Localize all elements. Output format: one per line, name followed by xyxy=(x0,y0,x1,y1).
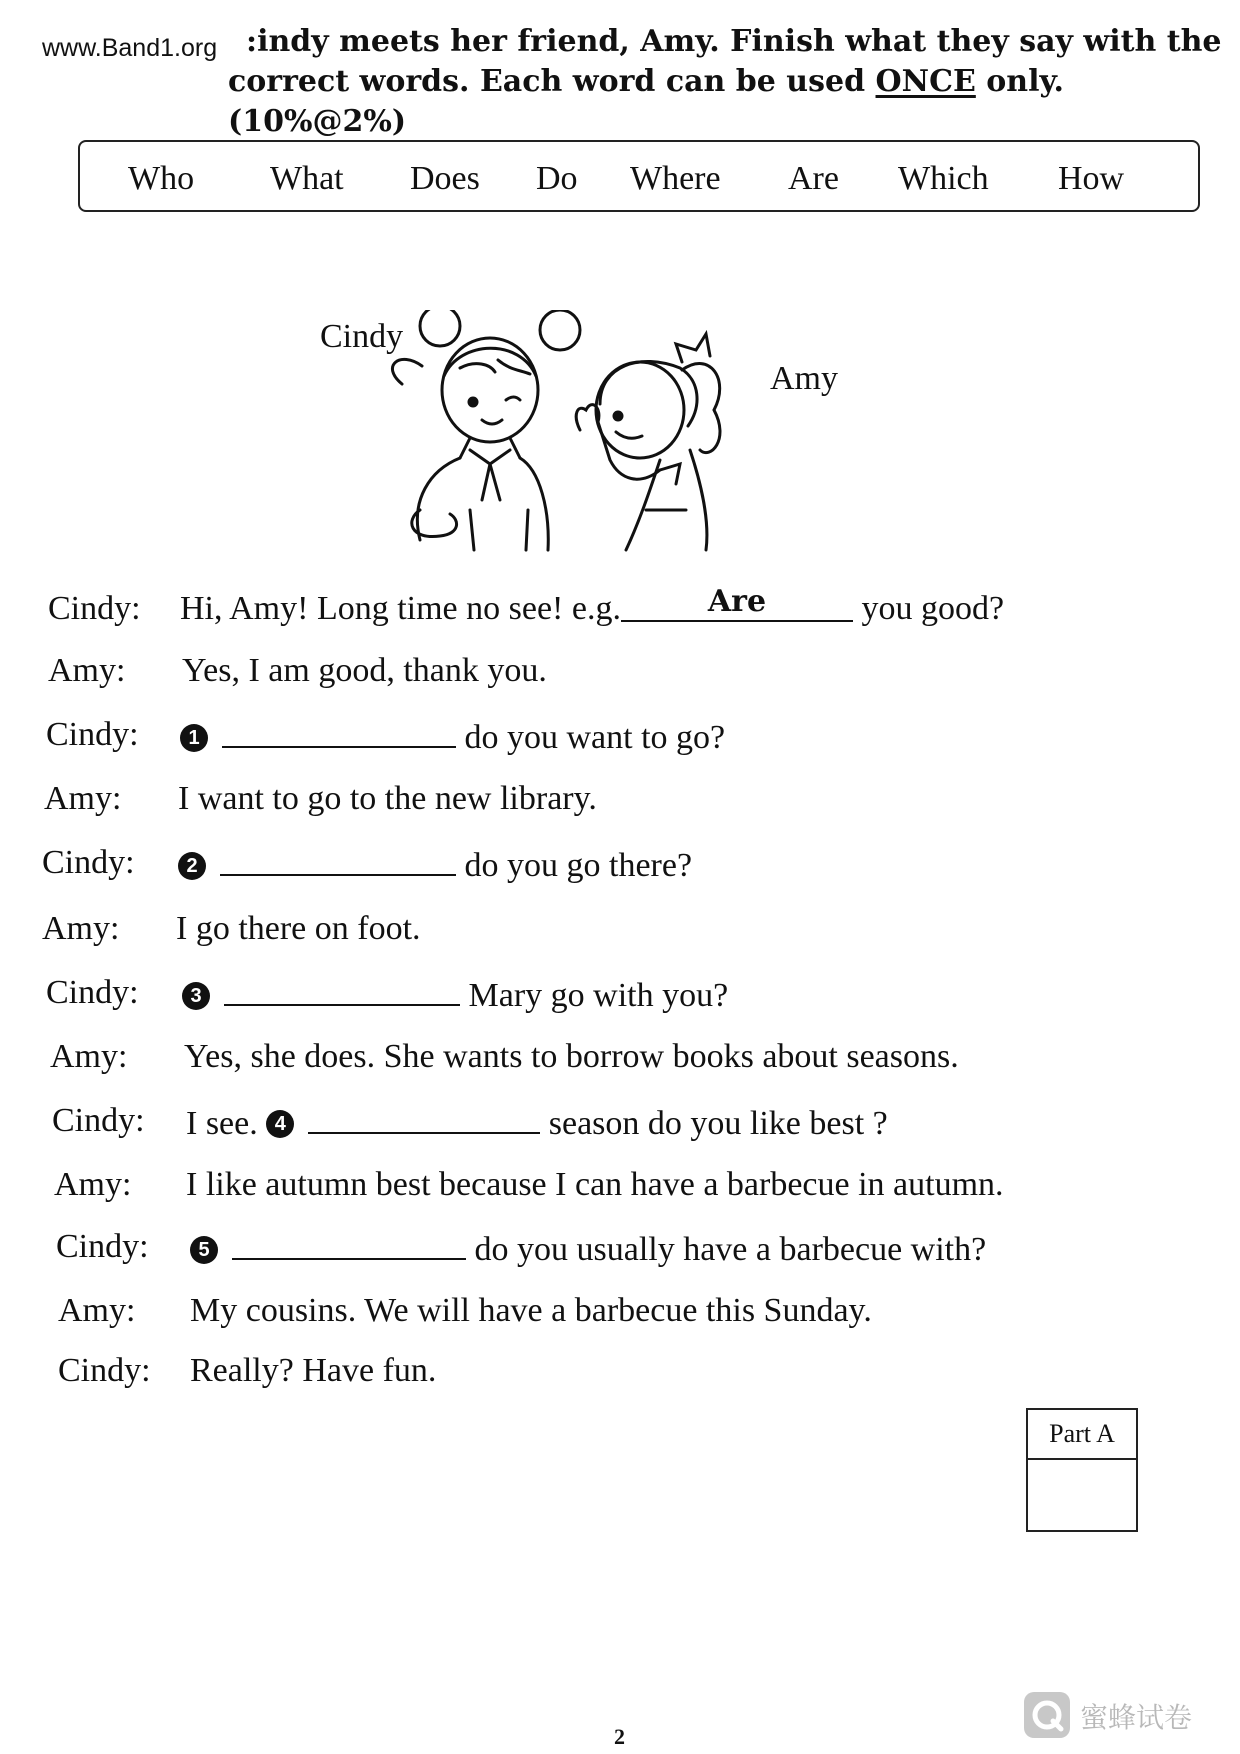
line-text: do you want to go? xyxy=(464,719,726,756)
line-text: do you go there? xyxy=(464,847,693,884)
line-text: Mary go with you? xyxy=(468,977,729,1014)
speaker-label: Amy: xyxy=(42,910,120,947)
line-text: Hi, Amy! Long time no see! e.g. xyxy=(180,590,621,627)
speaker-label: Cindy: xyxy=(52,1102,145,1139)
instruction-line-1: :indy meets her friend, Amy. Finish what they say with the xyxy=(246,24,1222,59)
line-text: season do you like best ? xyxy=(548,1105,888,1142)
question-number-badge: 5 xyxy=(190,1236,218,1264)
instruction-text: correct words. Each word can be used xyxy=(228,64,876,99)
speaker-label: Cindy: xyxy=(46,974,139,1011)
dialogue-line: Yes, I am good, thank you. xyxy=(182,652,547,689)
answer-blank-3[interactable] xyxy=(224,974,460,1006)
dialogue-line xyxy=(190,1228,986,1269)
example-blank xyxy=(621,584,853,622)
instruction-once: ONCE xyxy=(875,64,976,99)
speaker-label: Cindy: xyxy=(58,1352,151,1389)
speaker-label: Amy: xyxy=(50,1038,128,1075)
question-number-badge: 1 xyxy=(180,724,208,752)
question-number-badge: 3 xyxy=(182,982,210,1010)
dialogue-line xyxy=(182,974,728,1015)
dialogue-line: Really? Have fun. xyxy=(190,1352,437,1389)
word-bank-item: Where xyxy=(630,160,721,197)
question-number-badge: 2 xyxy=(178,852,206,880)
answer-blank-4[interactable] xyxy=(308,1102,540,1134)
word-bank-item: How xyxy=(1058,160,1125,197)
dialogue-line xyxy=(186,1102,888,1143)
dialogue-line xyxy=(180,584,1005,628)
word-bank-item: Which xyxy=(898,160,989,197)
page-number: 2 xyxy=(614,1724,625,1749)
line-text: I see. xyxy=(186,1105,258,1142)
line-text: you good? xyxy=(861,590,1005,627)
answer-blank-2[interactable] xyxy=(220,844,456,876)
dialogue-line: I like autumn best because I can have a barbecue in autumn. xyxy=(186,1166,1004,1203)
dialogue-line: I want to go to the new library. xyxy=(178,780,597,817)
word-bank-item: Who xyxy=(128,160,195,197)
dialogue-line: Yes, she does. She wants to borrow books about seasons. xyxy=(184,1038,959,1075)
watermark-logo-icon xyxy=(1022,1690,1072,1740)
answer-blank-5[interactable] xyxy=(232,1228,466,1260)
speaker-label: Amy: xyxy=(48,652,126,689)
dialogue-line xyxy=(178,844,692,885)
dialogue-line xyxy=(180,716,725,757)
speaker-label: Amy: xyxy=(54,1166,132,1203)
instruction-text-end: only. (10%@2%) xyxy=(228,64,1064,139)
site-url: www.Band1.org xyxy=(42,34,218,62)
question-number-badge: 4 xyxy=(266,1110,294,1138)
dialogue-line: My cousins. We will have a barbecue this Sunday. xyxy=(190,1292,872,1329)
example-answer: Are xyxy=(707,584,767,619)
speaker-label: Cindy: xyxy=(42,844,135,881)
word-bank-item: Do xyxy=(536,160,578,197)
line-text: do you usually have a barbecue with? xyxy=(474,1231,987,1268)
word-bank-item: Does xyxy=(410,160,480,197)
speaker-label: Amy: xyxy=(44,780,122,817)
part-a-label: Part A xyxy=(1028,1410,1136,1460)
dialogue-line: I go there on foot. xyxy=(176,910,421,947)
word-bank-item: Are xyxy=(788,160,839,197)
amy-label: Amy xyxy=(770,360,838,397)
answer-blank-1[interactable] xyxy=(222,716,456,748)
watermark xyxy=(1022,1690,1212,1740)
watermark-text: 蜜蜂试卷 xyxy=(1080,1701,1193,1734)
cindy-label: Cindy xyxy=(320,318,404,355)
speaker-label: Cindy: xyxy=(48,590,141,627)
speaker-label: Amy: xyxy=(58,1292,136,1329)
speaker-label: Cindy: xyxy=(46,716,139,753)
word-bank-item: What xyxy=(270,160,344,197)
speaker-label: Cindy: xyxy=(56,1228,149,1265)
part-a-score-box xyxy=(1026,1408,1138,1532)
